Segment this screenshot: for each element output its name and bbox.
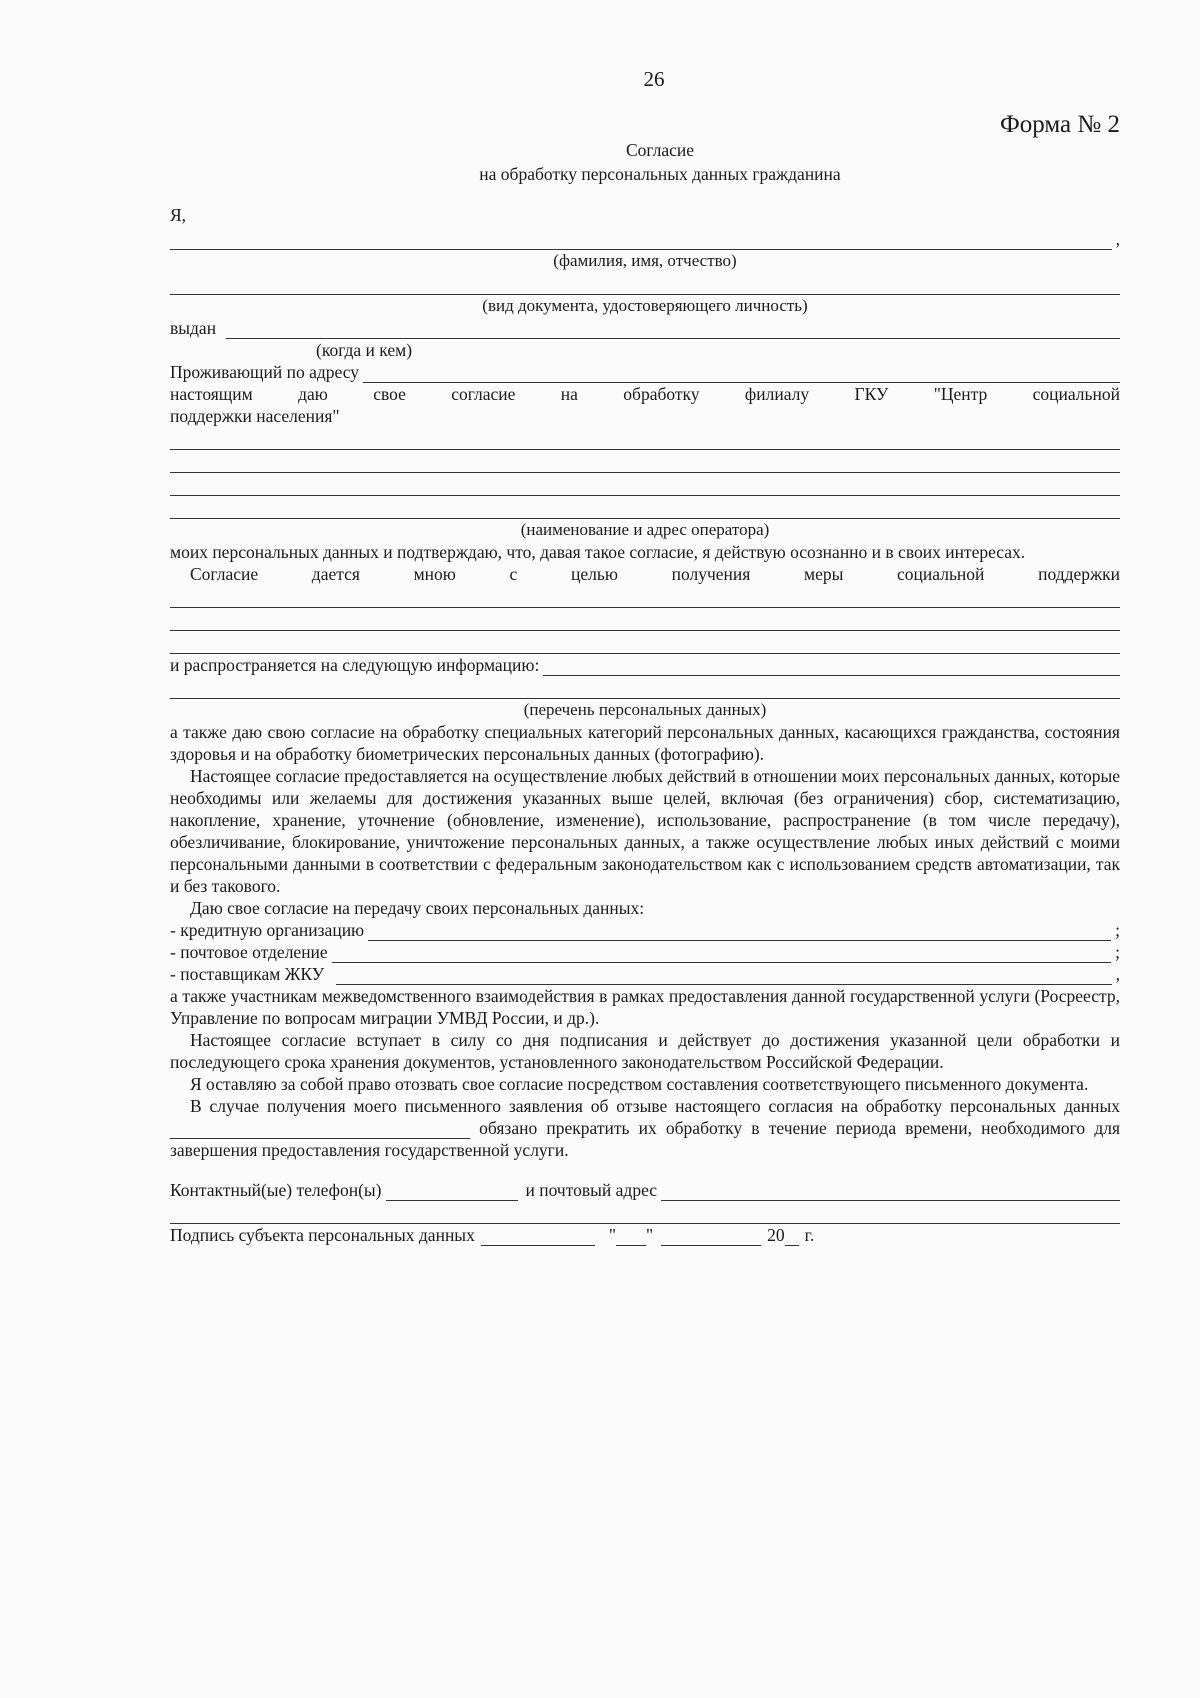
month-field[interactable] xyxy=(661,1227,761,1246)
operator-field-4[interactable] xyxy=(170,496,1120,519)
purpose-field-1[interactable] xyxy=(170,585,1120,608)
transfer-row-bank xyxy=(170,919,1120,941)
hint-operator: (наименование и адрес оператора) xyxy=(520,520,770,539)
form-label: Форма № 2 xyxy=(1000,111,1120,138)
address-field[interactable] xyxy=(363,362,1120,383)
ya-label: Я, xyxy=(170,205,187,225)
date-quote-open: " xyxy=(608,1225,616,1245)
contact-row xyxy=(170,1179,1120,1201)
title-line-1: Согласие xyxy=(625,140,695,160)
phone-field[interactable] xyxy=(386,1182,518,1201)
purpose-field-2[interactable] xyxy=(170,608,1120,631)
applies-row xyxy=(170,654,1120,676)
year-prefix: 20 xyxy=(767,1225,785,1245)
consent-intro-line-1: настоящим даю свое согласие на обработку филиалу ГКУ "Центр социальной xyxy=(170,384,1120,404)
fio-field[interactable] xyxy=(170,229,1112,250)
transfer-row-post xyxy=(170,941,1120,963)
transfer-item-post: - почтовое отделение xyxy=(170,942,328,962)
post-field[interactable] xyxy=(332,942,1111,963)
interagency-text: а также участникам межведомственного взаимодействия в рамках предоставления данной государственной услуги (Росреестр, Управление по вопросам миграции УМВД России, и др.). xyxy=(170,986,1120,1028)
bank-semicolon: ; xyxy=(1115,920,1120,940)
applies-field[interactable] xyxy=(543,655,1120,676)
transfer-item-bank: - кредитную организацию xyxy=(170,920,365,940)
post-semicolon: ; xyxy=(1115,942,1120,962)
hint-when-who: (когда и кем) xyxy=(316,340,413,360)
signature-field[interactable] xyxy=(481,1227,595,1246)
year-field[interactable] xyxy=(785,1227,799,1246)
utilities-field[interactable] xyxy=(336,964,1112,985)
operator-name-field[interactable] xyxy=(170,1120,470,1139)
fio-row xyxy=(170,228,1120,250)
own-data-text: моих персональных данных и подтверждаю, что, давая такое согласие, я действую осознанно и в своих интересах. xyxy=(170,542,1026,562)
operator-field-3[interactable] xyxy=(170,473,1120,496)
contact-label: Контактный(ые) телефон(ы) xyxy=(170,1180,382,1200)
withdraw-text-part-2: обязано прекратить их обработку в течение периода времени, необходимого для завершения предоставления государственной услуги. xyxy=(170,1118,1120,1160)
date-quote-close: " xyxy=(645,1225,654,1245)
form-title xyxy=(200,138,1120,186)
postal-address-field-2[interactable] xyxy=(170,1201,1120,1224)
transfer-item-utilities: - поставщикам ЖКУ xyxy=(170,964,325,984)
hint-fio: (фамилия, имя, отчество) xyxy=(553,251,737,270)
applies-label: и распространяется на следующую информацию: xyxy=(170,655,540,675)
fio-comma: , xyxy=(1115,229,1120,249)
operator-field-1[interactable] xyxy=(170,427,1120,450)
hint-id-document: (вид документа, удостоверяющего личность) xyxy=(482,296,808,315)
issued-row xyxy=(170,317,1120,339)
withdraw-text xyxy=(170,1095,1120,1161)
signature-label: Подпись субъекта персональных данных xyxy=(170,1225,475,1245)
address-row xyxy=(170,361,1120,383)
transfer-row-utilities xyxy=(170,963,1120,985)
actions-text: Настоящее согласие предоставляется на осуществление любых действий в отношении моих персональных данных, которые необходимы или желаемы для достижения указанных выше целей, включая (без ограничения) сбор, систематизацию, накопление, хранение, уточнение (обновление, изменение), использование, распространение (в том числе передачу), обезличивание, блокирование, уничтожение персональных данных, а также осуществление любых иных действий с моими персональными данными в соответствии с федеральным законодательством как с использованием средств автоматизации, так и без такового. xyxy=(170,766,1120,896)
validity-text: Настоящее согласие вступает в силу со дня подписания и действует до достижения указанной цели обработки и последующего срока хранения документов, установленного законодательством Российской Федерации. xyxy=(170,1030,1120,1072)
bank-field[interactable] xyxy=(368,920,1111,941)
revoke-text: Я оставляю за собой право отозвать свое согласие посредством составления соответствующего письменного документа. xyxy=(190,1074,1089,1094)
applies-field-2[interactable] xyxy=(170,676,1120,699)
postal-label: и почтовый адрес xyxy=(525,1180,658,1200)
consent-intro-line-2: поддержки населения" xyxy=(170,406,340,426)
purpose-field-3[interactable] xyxy=(170,631,1120,654)
utilities-comma: , xyxy=(1115,964,1120,984)
operator-field-2[interactable] xyxy=(170,450,1120,473)
day-field[interactable] xyxy=(616,1227,646,1246)
signature-row xyxy=(170,1224,1120,1246)
form-content xyxy=(170,68,1120,1246)
purpose-text: Согласие дается мною с целью получения меры социальной поддержки xyxy=(190,564,1120,584)
issued-label: выдан xyxy=(170,318,217,338)
special-categories-text: а также даю свою согласие на обработку специальных категорий персональных данных, касающихся гражданства, состояния здоровья и на обработку биометрических персональных данных (фотографию). xyxy=(170,722,1120,764)
page-number: 26 xyxy=(643,67,665,91)
id-document-field[interactable] xyxy=(170,272,1120,295)
year-suffix: г. xyxy=(804,1225,815,1245)
title-line-2: на обработку персональных данных гражданина xyxy=(479,164,841,184)
hint-data-list: (перечень персональных данных) xyxy=(523,700,767,719)
address-label: Проживающий по адресу xyxy=(170,362,360,382)
issued-field[interactable] xyxy=(226,318,1120,339)
postal-address-field[interactable] xyxy=(661,1180,1120,1201)
transfer-intro: Даю свое согласие на передачу своих персональных данных: xyxy=(190,898,645,918)
withdraw-text-part-1: В случае получения моего письменного заявления об отзыве настоящего согласия на обработку персональных данных xyxy=(190,1096,1120,1116)
